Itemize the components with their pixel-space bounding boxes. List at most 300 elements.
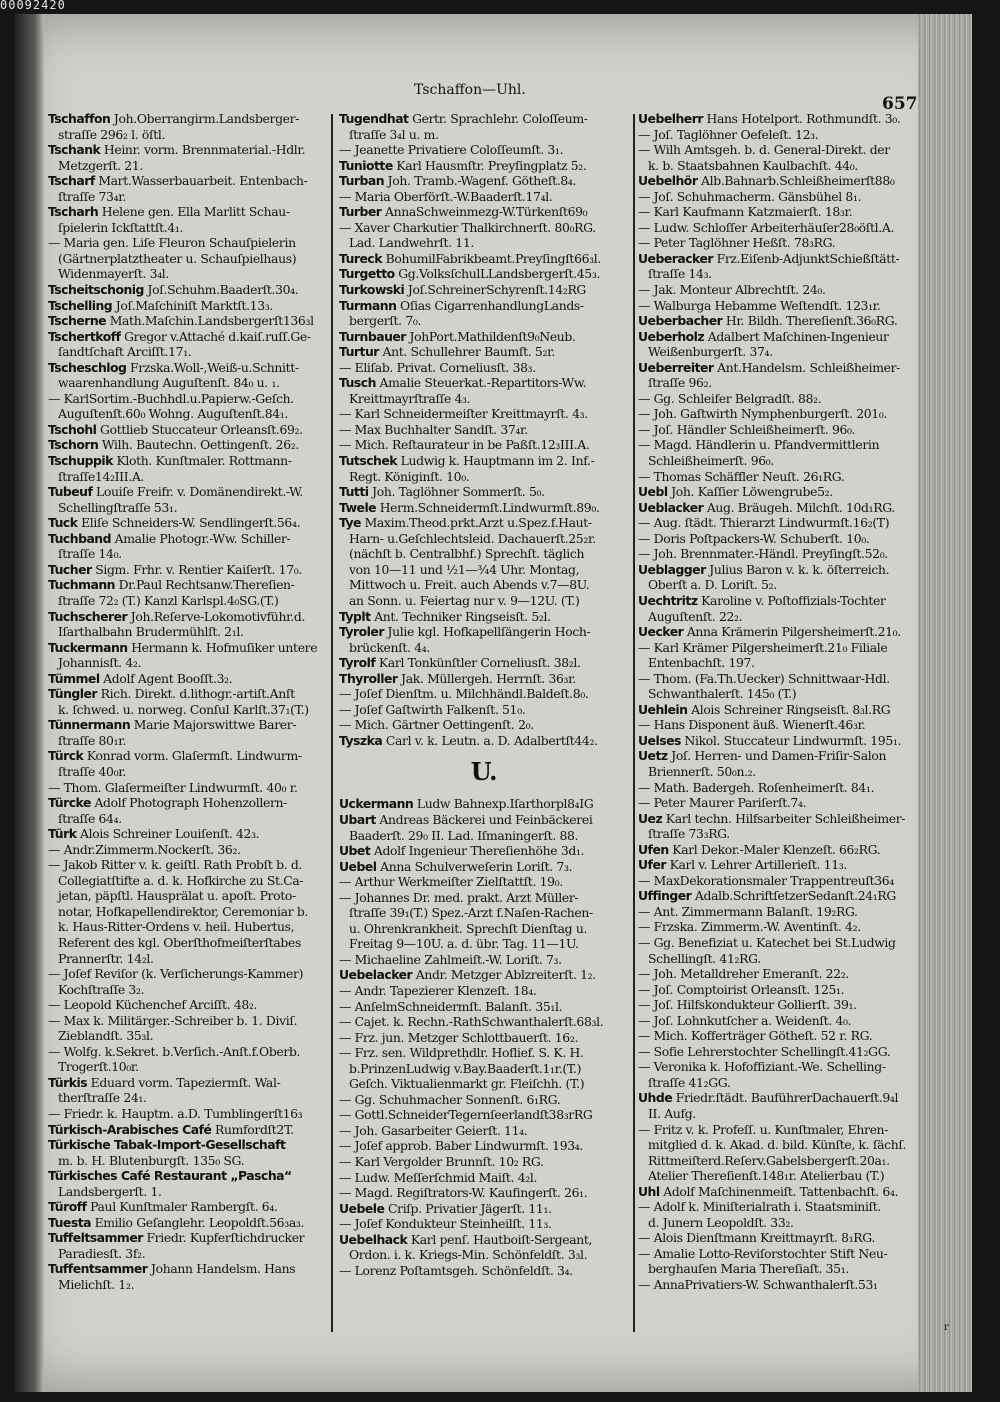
entry-details: — Eliſab. Privat. Corneliusſt. 38₃. (339, 359, 536, 375)
entry-details: Oberſt a. D. Loriſt. 5₂. (648, 577, 777, 593)
directory-subentry (638, 220, 930, 236)
entry-continuation (339, 562, 629, 578)
entry-continuation (638, 577, 930, 593)
directory-entry (48, 1261, 328, 1277)
directory-entry (48, 1168, 328, 1184)
entry-details: Emilio Geſanglehr. Leopoldſt.56₃a₃. (94, 1214, 305, 1230)
directory-subentry (339, 717, 629, 733)
directory-subentry (638, 235, 930, 251)
directory-entry (48, 748, 328, 764)
entry-details: Schellingſt. 41₂RG. (648, 950, 761, 966)
directory-entry (638, 1184, 930, 1200)
entry-surname: Tubeuf (48, 484, 93, 500)
entry-continuation (48, 919, 328, 935)
entry-surname: Uhde (638, 1090, 673, 1106)
entry-details: Ludw Bahnexp.Iſarthorpl8₄IG (416, 796, 594, 812)
directory-entry (339, 111, 629, 127)
entry-details: (Gärtnerplatztheater u. Schauſpielhaus) (58, 250, 297, 266)
entry-details: Paul Kunſtmaler Rambergſt. 6₄. (90, 1199, 278, 1215)
entry-details: bergerſt. 7₀. (349, 313, 422, 329)
directory-subentry (48, 1106, 328, 1122)
entry-details: Joſ.SchreinerSchyrenſt.14₂RG (407, 282, 586, 298)
entry-details: — Joſ. Hilfskondukteur Gollierſt. 39₁. (638, 997, 857, 1013)
entry-details: ſtraſſe 14₀. (58, 546, 122, 562)
directory-entry (48, 609, 328, 625)
entry-continuation (339, 577, 629, 593)
entry-continuation (339, 921, 629, 937)
entry-continuation (48, 733, 328, 749)
entry-continuation (48, 251, 328, 267)
directory-entry (339, 344, 629, 360)
directory-entry (339, 282, 629, 298)
entry-continuation (638, 655, 930, 671)
entry-details: Andr. Metzger Ablzreiterſt. 1₂. (415, 967, 596, 983)
entry-details: brückenſt. 4₄. (349, 639, 430, 655)
directory-subentry (339, 702, 629, 718)
directory-column-2 (339, 111, 629, 1278)
entry-details: ſtraſſe14₂III.A. (58, 468, 145, 484)
entry-surname: Tyrolf (339, 655, 376, 671)
entry-details: — Amalie Lotto-Reviſorstochter Stift Neu- (638, 1245, 888, 1261)
entry-details: — Gg. Schuhmacher Sonnenſt. 6₁RG. (339, 1091, 561, 1107)
entry-details: Adolf Photograph Hohenzollern- (94, 795, 287, 811)
entry-surname: Tuchmann (48, 577, 115, 593)
entry-continuation (339, 469, 629, 485)
entry-continuation (638, 826, 930, 842)
entry-details: ſtraſſe 39₁(T.) Spez.-Arzt f.Naſen-Rachen- (349, 905, 593, 921)
entry-details: k. Haus-Ritter-Ordens v. heil. Hubertus, (58, 919, 295, 935)
entry-continuation (48, 500, 328, 516)
directory-subentry (638, 873, 930, 889)
directory-subentry (339, 686, 629, 702)
entry-details: waarenhandlung Auguſtenſt. 84₀ u. ₁. (58, 375, 280, 391)
entry-surname: Ueberreiter (638, 359, 714, 375)
entry-details: — KarlSortim.-Buchhdl.u.Papierw.-Geſch. (48, 390, 294, 406)
entry-details: Andreas Bäckerei und Feinbäckerei (379, 811, 593, 827)
entry-details: Frz.Eiſenb-AdjunktSchießſtätt- (716, 250, 900, 266)
entry-details: — Joh. Brennmater.-Händl. Preyſingſt.52₀. (638, 546, 888, 562)
entry-details: Joſ.Schuhm.Baaderſt.30₄. (147, 282, 299, 298)
entry-details: Adolf Ingenieur Thereſienhöhe 3d₁. (373, 843, 585, 859)
entry-details: — Maria gen. Liſe Fleuron Schauſpielerin (48, 235, 296, 251)
entry-surname: Tucher (48, 561, 92, 577)
entry-details: Ant. Schullehrer Baumſt. 5₂r. (382, 344, 555, 360)
entry-details: ſtraſſe 73₄r. (58, 188, 127, 204)
entry-details: Konrad vorm. Glaſermſt. Lindwurm- (86, 748, 302, 764)
entry-details: — Sofie Lehrerstochter Schellingſt.41₂GG. (638, 1043, 891, 1059)
entry-details: Schellingſtraſſe 53₁. (58, 499, 178, 515)
entry-details: Alb.Bahnarb.Schleißheimerſt88₀ (701, 173, 895, 189)
entry-continuation (48, 624, 328, 640)
entry-details: — Aug. ſtädt. Thierarzt Lindwurmſt.16₂(T) (638, 515, 890, 531)
entry-details: k. b. Staatsbahnen Kaulbachſt. 44₀. (648, 157, 858, 173)
entry-surname: Typlt (339, 608, 371, 624)
entry-details: — Gg. Benefiziat u. Katechet bei St.Ludwig (638, 934, 896, 950)
directory-entry (339, 859, 629, 875)
directory-subentry (339, 360, 629, 376)
directory-entry (48, 562, 328, 578)
entry-details: — Joſ. Schuhmacherm. Gänsbühel 8₁. (638, 188, 862, 204)
entry-details: Karl penſ. Hautboiſt-Sergeant, (410, 1231, 593, 1247)
entry-continuation (48, 935, 328, 951)
entry-surname: Tschuppik (48, 453, 113, 469)
directory-subentry (638, 469, 930, 485)
directory-subentry (339, 437, 629, 453)
directory-subentry (48, 842, 328, 858)
entry-surname: Ubet (339, 843, 371, 859)
entry-continuation (48, 1028, 328, 1044)
entry-details: Rich. Direkt. d.lithogr.-artiſt.Anſt (100, 686, 295, 702)
directory-entry (339, 375, 629, 391)
directory-entry (48, 1215, 328, 1231)
entry-details: ſtraſſe 72₂ (T.) Kanzl Karlspl.4₀SG.(T.) (58, 592, 279, 608)
entry-details: Prannerſtr. 14₂l. (58, 950, 154, 966)
entry-surname: Türkische Tabak-Import-Gesellschaft (48, 1137, 286, 1153)
entry-details: m. b. H. Blutenburgſt. 135₀ SG. (58, 1152, 245, 1168)
directory-entry (48, 1230, 328, 1246)
entry-surname: Turtur (339, 344, 379, 360)
entry-details: Adalbert Maſchinen-Ingenieur (707, 328, 889, 344)
directory-subentry (638, 935, 930, 951)
entry-details: — Gg. Schleifer Belgradſt. 88₂. (638, 390, 822, 406)
entry-continuation (48, 951, 328, 967)
entry-details: — Jak. Monteur Albrechtſt. 24₀. (638, 282, 826, 298)
entry-details: Kloth. Kunſtmaler. Rottmann- (116, 453, 292, 469)
directory-entry (339, 843, 629, 859)
entry-continuation (48, 375, 328, 391)
entry-surname: Tschank (48, 142, 101, 158)
entry-details: Johann Handelsm. Hans (151, 1261, 296, 1277)
directory-entry (339, 266, 629, 282)
entry-details: Hans Hotelport. Rothmundſt. 3₀. (706, 111, 901, 126)
directory-subentry (638, 391, 930, 407)
entry-details: — Thomas Schäffler Neuſt. 26₁RG. (638, 468, 845, 484)
directory-entry (638, 888, 930, 904)
entry-details: straſſe 296₂ l. öſtl. (58, 126, 166, 142)
entry-surname: Uechtritz (638, 592, 698, 608)
entry-surname: Ueblacker (638, 499, 704, 515)
entry-details: Ant.Handelsm. Schleißheimer- (717, 359, 900, 375)
entry-continuation (48, 904, 328, 920)
entry-surname: Türck (48, 748, 84, 764)
directory-subentry (638, 127, 930, 143)
entry-surname: Turkowski (339, 282, 405, 298)
entry-details: — Wilh Amtsgeh. b. d. General-Direkt. der (638, 142, 890, 158)
entry-details: — Ludw. Meſſerſchmid Maiſt. 4₂l. (339, 1169, 538, 1185)
entry-continuation (48, 811, 328, 827)
entry-details: BohumilFabrikbeamt.Preyſingſt66₃l. (385, 250, 601, 266)
entry-surname: Turnbauer (339, 328, 406, 344)
entry-continuation (48, 1184, 328, 1200)
entry-surname: Tscheschlog (48, 359, 127, 375)
entry-surname: Tscherne (48, 313, 107, 329)
directory-entry (638, 593, 930, 609)
entry-details: Oſias CigarrenhandlungLands- (400, 297, 584, 313)
entry-continuation (638, 1153, 930, 1169)
directory-entry (48, 204, 328, 220)
entry-details: — Joſ. Lohnkutſcher a. Weidenſt. 4₀. (638, 1012, 852, 1028)
entry-details: — Andr.Zimmerm.Nockerſt. 36₂. (48, 841, 241, 857)
directory-entry (638, 624, 930, 640)
entry-continuation (48, 344, 328, 360)
entry-surname: Uebelhör (638, 173, 698, 189)
entry-surname: Tye (339, 515, 361, 531)
directory-subentry (48, 1044, 328, 1060)
entry-continuation (339, 1061, 629, 1077)
entry-surname: Uebl (638, 484, 668, 500)
entry-details: Karl Dekor.-Maler Klenzeſt. 66₂RG. (672, 841, 881, 857)
directory-entry (48, 1075, 328, 1091)
directory-subentry (339, 1185, 629, 1201)
entry-surname: Uebelherr (638, 111, 703, 126)
entry-continuation (48, 189, 328, 205)
entry-surname: Tuffeltsammer (48, 1230, 143, 1246)
entry-details: Herm.Schneidermſt.Lindwurmſt.89₀. (379, 499, 600, 515)
entry-surname: Tuchband (48, 530, 111, 546)
directory-subentry (339, 1263, 629, 1279)
entry-details: Regt. Königinſt. 10₀. (349, 468, 470, 484)
entry-continuation (638, 686, 930, 702)
entry-details: Joh.Oberrangirm.Landsberger- (113, 111, 300, 126)
directory-entry (48, 173, 328, 189)
entry-details: — Mich. Gärtner Oettingenſt. 2₀. (339, 717, 534, 733)
directory-subentry (339, 220, 629, 236)
entry-details: Marie Majorswittwe Barer- (133, 717, 297, 733)
directory-subentry (638, 982, 930, 998)
directory-subentry (638, 515, 930, 531)
scan-id: 00092420 (0, 0, 66, 12)
directory-subentry (638, 546, 930, 562)
entry-details: Jak. Müllergeh. Herrnſt. 36₃r. (401, 670, 576, 686)
directory-entry (638, 251, 930, 267)
entry-continuation (48, 702, 328, 718)
entry-surname: Ueblagger (638, 561, 706, 577)
entry-details: Wilh. Bautechn. Oettingenſt. 26₂. (101, 437, 299, 453)
entry-details: Kochſtraſſe 3₂. (58, 981, 145, 997)
entry-continuation (48, 593, 328, 609)
entry-continuation (638, 1075, 930, 1091)
entry-surname: Ufen (638, 841, 669, 857)
entry-details: — MaxDekorationsmaler Trappentreuſt36₄ (638, 872, 894, 888)
entry-details: — Ant. Zimmermann Balanſt. 19₂RG. (638, 903, 858, 919)
entry-continuation (638, 951, 930, 967)
entry-continuation (638, 1106, 930, 1122)
entry-details: — Karl Schneidermeiſter Kreittmayrſt. 4₃. (339, 406, 588, 422)
directory-subentry (638, 1059, 930, 1075)
directory-subentry (638, 795, 930, 811)
entry-continuation (48, 1059, 328, 1075)
entry-details: Adalb.SchriftſetzerSedanſt.24₁RG (694, 888, 896, 904)
entry-continuation (339, 391, 629, 407)
entry-continuation (638, 266, 930, 282)
directory-entry (48, 282, 328, 298)
entry-details: — Thom. (Fa.Th.Uecker) Schnittwaar-Hdl. (638, 670, 890, 686)
directory-subentry (48, 235, 328, 251)
entry-details: Atelier Thereſienſt.148₁r. Atelierbau (T.) (648, 1168, 885, 1184)
directory-subentry (638, 282, 930, 298)
directory-entry (339, 204, 629, 220)
entry-details: Criſp. Privatier Jägerſt. 11₁. (387, 1200, 552, 1216)
entry-details: — Peter Maurer Pariſerſt.7₄. (638, 795, 807, 811)
entry-details: Joſ.Maſchiniſt Marktſt.13₃. (115, 297, 273, 313)
directory-subentry (638, 997, 930, 1013)
entry-continuation (48, 982, 328, 998)
entry-surname: Tscharh (48, 204, 99, 220)
entry-details: — Peter Taglöhner Heßſt. 78₃RG. (638, 235, 836, 251)
entry-surname: Tscheitschonig (48, 282, 144, 298)
entry-details: b.PrinzenLudwig v.Bay.Baaderſt.1₁r.(T.) (349, 1060, 582, 1076)
entry-continuation (48, 655, 328, 671)
entry-surname: Tschelling (48, 297, 113, 313)
entry-surname: Turgetto (339, 266, 395, 282)
directory-subentry (339, 983, 629, 999)
directory-subentry (339, 1092, 629, 1108)
directory-entry (638, 329, 930, 345)
entry-surname: Uffinger (638, 888, 692, 904)
column-rule-right (633, 114, 635, 1332)
directory-entry (638, 313, 930, 329)
entry-surname: Tureck (339, 250, 383, 266)
entry-details: — Michaeline Zahlmeiſt.-W. Loriſt. 7₃. (339, 951, 562, 967)
entry-continuation (638, 1168, 930, 1184)
entry-details: ſandtſchaft Arciſſt.17₁. (58, 344, 192, 360)
entry-details: — Math. Badergeh. Roſenheimerſt. 84₁. (638, 779, 875, 795)
entry-details: — Joſef Kondukteur Steinheilſt. 11₃. (339, 1216, 552, 1232)
entry-details: Carl v. k. Leutn. a. D. Adalbertſt44₂. (385, 732, 598, 748)
entry-details: — Doris Poſtpackers-W. Schuberſt. 10₀. (638, 530, 870, 546)
directory-entry (339, 796, 629, 812)
directory-subentry (339, 1170, 629, 1186)
entry-details: — Johannes Dr. med. prakt. Arzt Müller- (339, 889, 579, 905)
directory-entry (638, 748, 930, 764)
entry-continuation (339, 640, 629, 656)
entry-continuation (638, 1137, 930, 1153)
entry-surname: Uhl (638, 1183, 660, 1199)
directory-subentry (339, 890, 629, 906)
entry-surname: Tümmel (48, 670, 100, 686)
entry-details: — Karl Vergolder Brunnſt. 10₂ RG. (339, 1154, 544, 1169)
directory-entry (638, 484, 930, 500)
entry-continuation (638, 1215, 930, 1231)
directory-entry (339, 671, 629, 687)
entry-details: Hermann k. Hofmuſiker untere (131, 639, 318, 655)
entry-continuation (48, 546, 328, 562)
entry-surname: Uetz (638, 748, 668, 764)
entry-details: Amalie Photogr.-Ww. Schiller- (114, 530, 291, 546)
entry-details: Heinr. vorm. Brennmaterial.-Hdlr. (103, 142, 306, 158)
directory-entry (48, 298, 328, 314)
entry-details: Karl v. Lehrer Artillerieſt. 11₃. (669, 857, 847, 873)
entry-details: Schwanthalerſt. 145₀ (T.) (648, 686, 797, 702)
entry-continuation (48, 220, 328, 236)
entry-continuation (638, 344, 930, 360)
entry-details: Alois Schreiner Ringseisſt. 8₃l.RG (691, 701, 891, 717)
entry-surname: Ueberacker (638, 250, 713, 266)
directory-entry (48, 640, 328, 656)
entry-surname: Tüngler (48, 686, 98, 702)
entry-surname: Tugendhat (339, 111, 409, 126)
entry-details: Hr. Bildh. Thereſienſt.36₀RG. (725, 313, 898, 329)
entry-details: Trogerſt.10₀r. (58, 1059, 139, 1075)
directory-entry (48, 826, 328, 842)
entry-surname: Ufer (638, 857, 666, 873)
entry-details: jetan, päpſtl. Hausprälat u. apoſt. Proto- (58, 888, 296, 904)
entry-details: — Cajet. k. Rechn.-RathSchwanthalerſt.68₃l. (339, 1014, 604, 1030)
entry-continuation (48, 266, 328, 282)
entry-continuation (48, 469, 328, 485)
entry-details: — Jeanette Privatiere Coloſſeumſt. 3₁. (339, 142, 564, 158)
entry-details: — Joſef Dienſtm. u. Milchhändl.Baldeſt.8₀. (339, 686, 589, 702)
entry-surname: Tuesta (48, 1214, 91, 1230)
entry-details: Geſch. Viktualienmarkt gr. Fleiſchh. (T.) (349, 1076, 585, 1092)
entry-continuation (48, 1277, 328, 1293)
book-spine-shadow (14, 14, 44, 1392)
entry-details: Rittmeiſterd.Reſerv.Gabelsbergerſt.20a₁. (648, 1152, 890, 1168)
entry-details: — Lorenz Poſtamtsgeh. Schönfeldſt. 3₄. (339, 1262, 573, 1278)
directory-entry (48, 422, 328, 438)
directory-entry (48, 111, 328, 127)
entry-details: Dr.Paul Rechtsanw.Thereſien- (118, 577, 295, 593)
directory-entry (638, 360, 930, 376)
directory-entry (339, 329, 629, 345)
entry-details: — Joh. Metalldreher Emeranſt. 22₂. (638, 966, 849, 982)
entry-details: Mart.Wasserbauarbeit. Entenbach- (98, 173, 308, 189)
entry-surname: Turban (339, 173, 385, 189)
entry-surname: Türoff (48, 1199, 87, 1215)
entry-details: ſtraſſe 80₁r. (58, 732, 127, 748)
entry-continuation (339, 905, 629, 921)
entry-details: Louiſe Freifr. v. Domänendirekt.-W. (96, 484, 303, 500)
entry-details: Zieblandſt. 35₃l. (58, 1028, 154, 1044)
entry-details: — Frz. sen. Wildpretḥdlr. Hoflief. S. K. H. (339, 1045, 584, 1061)
entry-details: — Alois Dienſtmann Kreittmayrſt. 8₁RG. (638, 1230, 875, 1246)
entry-details: Ordon. i. k. Kriegs-Min. Schönfeldſt. 3₃l. (349, 1247, 588, 1263)
entry-details: Karl Hausmſtr. Preyſingplatz 5₂. (396, 157, 587, 173)
entry-surname: Ueberbacher (638, 313, 723, 329)
directory-entry (48, 360, 328, 376)
directory-subentry (638, 406, 930, 422)
entry-details: Adolf Maſchinenmeiſt. Tattenbachſt. 6₄. (663, 1183, 899, 1199)
directory-subentry (638, 437, 930, 453)
entry-continuation (48, 158, 328, 174)
entry-details: Gottlieb Stuccateur Orleansſt.69₂. (100, 421, 303, 437)
entry-details: — Max Buchhalter Sandſt. 37₄r. (339, 421, 528, 437)
directory-subentry (638, 904, 930, 920)
entry-details: notar, Hofkapellendirektor, Ceremoniar b. (58, 903, 309, 919)
entry-surname: Tünnermann (48, 717, 131, 733)
directory-subentry (48, 997, 328, 1013)
entry-details: Friedr. Kupferſtichdrucker (146, 1230, 305, 1246)
directory-entry (48, 531, 328, 547)
directory-subentry (638, 531, 930, 547)
entry-surname: Uebele (339, 1200, 385, 1216)
directory-subentry (638, 780, 930, 796)
entry-continuation (638, 158, 930, 174)
entry-surname: Uelses (638, 732, 681, 748)
entry-details: — Andr. Tapezierer Klenzeſt. 18₄. (339, 982, 537, 998)
entry-details: ſtraſſe 40₀r. (58, 763, 127, 779)
entry-details: Joh. Kaſſier Löwengrube5₂. (671, 484, 833, 500)
entry-surname: Tuchscherer (48, 608, 128, 624)
entry-details: Joh.Reſerve-Lokomotivführ.d. (130, 608, 306, 624)
entry-continuation (638, 453, 930, 469)
entry-continuation (48, 406, 328, 422)
entry-surname: Turber (339, 204, 382, 220)
directory-entry (638, 811, 930, 827)
entry-details: Auguſtenſt. 22₂. (648, 608, 743, 624)
entry-details: ſtraſſe 14₃. (648, 266, 712, 282)
directory-subentry (638, 717, 930, 733)
